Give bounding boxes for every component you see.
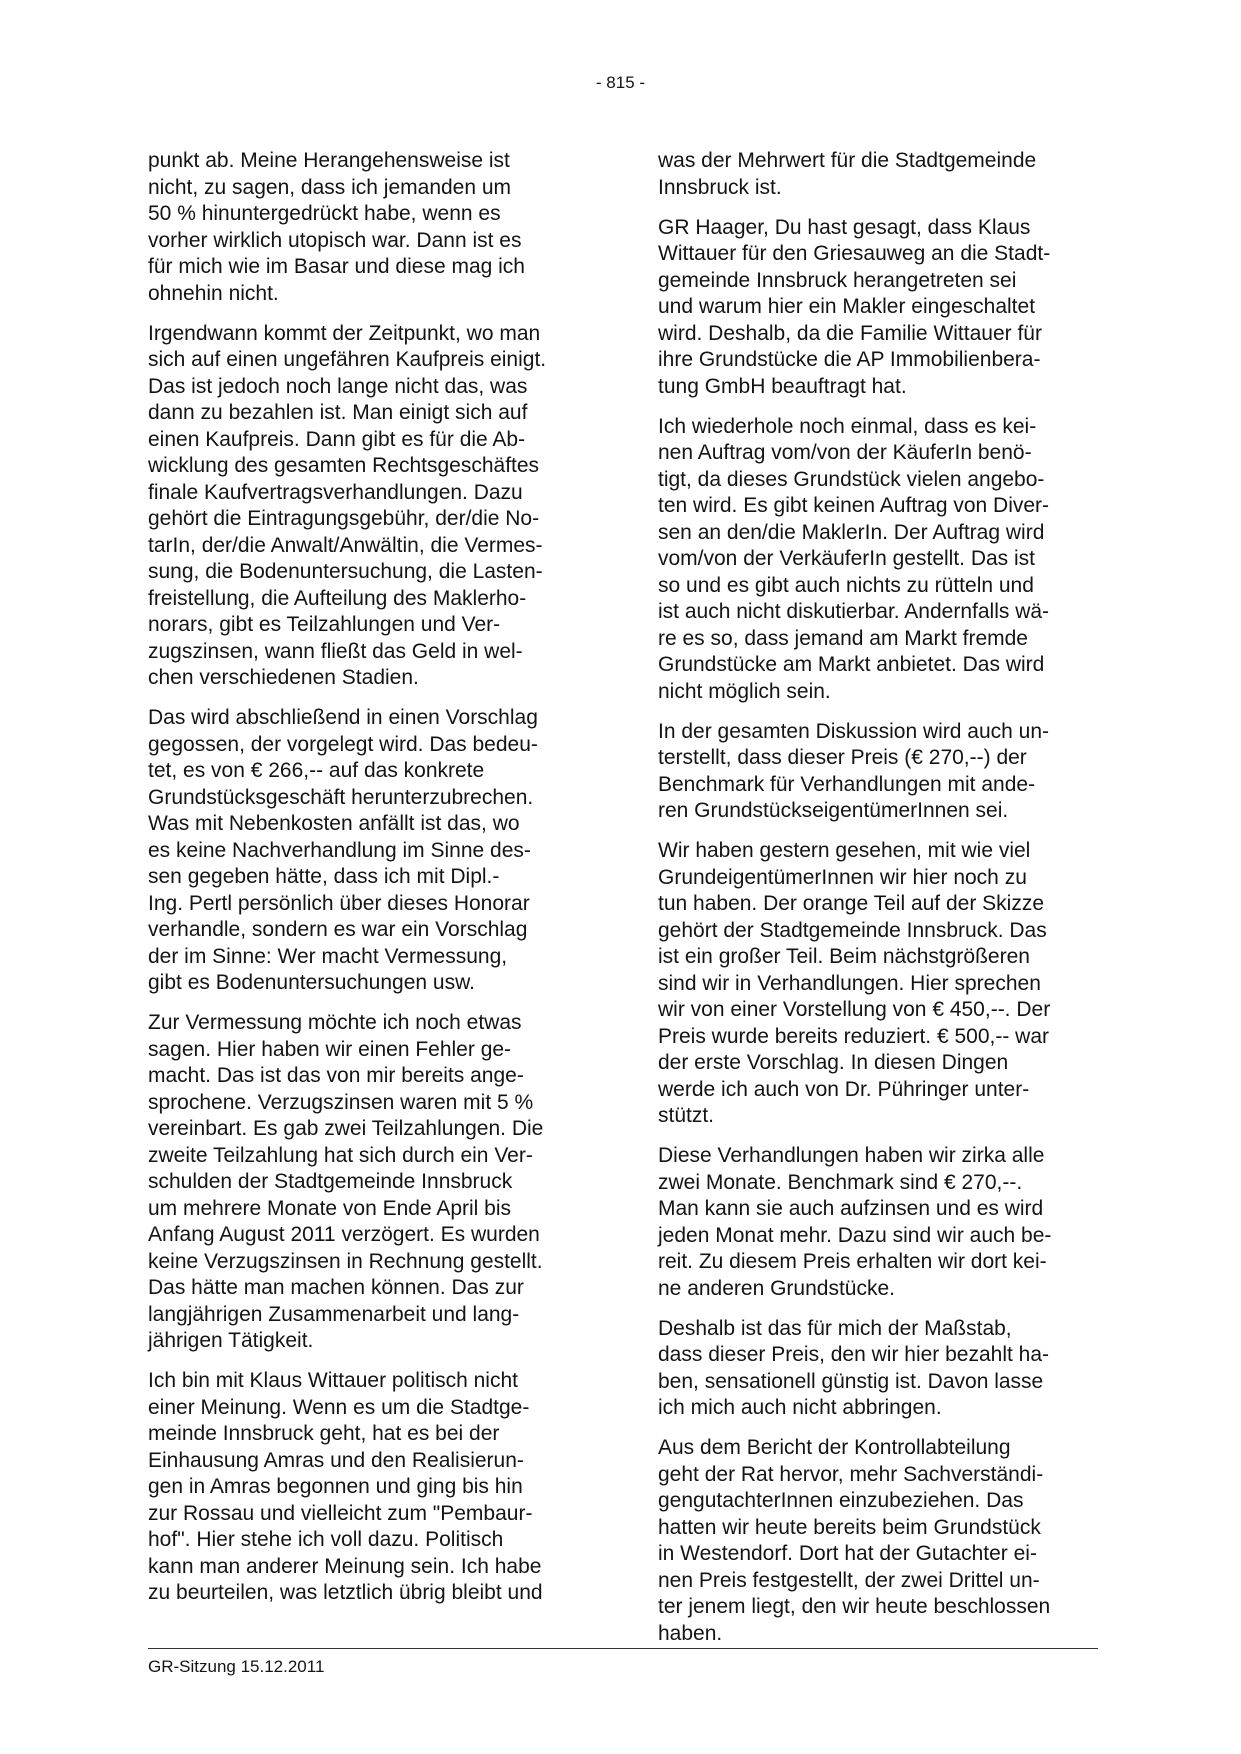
text-line: keine Verzugszinsen in Rechnung gestellt. [148,1249,543,1273]
page-number: - 815 - [595,73,646,92]
text-line: gengutachterInnen einzubeziehen. Das [658,1489,1024,1512]
text-line: Das ist jedoch noch lange nicht das, was [148,374,528,398]
text-line: ich mich auch nicht abbringen. [658,1396,942,1419]
text-line: Ich wiederhole noch einmal, dass es kei- [658,414,1037,438]
paragraph [658,148,1108,201]
text-line: ist auch nicht diskutierbar. Andernfalls wä- [658,600,1050,623]
text-line: ren GrundstückseigentümerInnen sei. [658,799,1009,822]
paragraph [658,414,1108,706]
text-line: gibt es Bodenuntersuchungen usw. [148,971,475,994]
text-line: re es so, dass jemand am Markt fremde [658,626,1028,650]
text-line: schulden der Stadtgemeinde Innsbruck [148,1170,513,1193]
text-line: GrundeigentümerInnen wir hier noch zu [658,865,1027,889]
text-line: der erste Vorschlag. In diesen Dingen [658,1051,1009,1074]
text-line: gemeinde Innsbruck herangetreten sei [658,268,1017,292]
text-line: ihre Grundstücke die AP Immobilienbera- [658,348,1041,371]
text-line: und warum hier ein Makler eingeschaltet [658,295,1036,318]
text-line: Grundstücke am Markt anbietet. Das wird [658,653,1045,676]
text-line: tet, es von € 266,-- auf das konkrete [148,759,485,782]
text-line: einen Kaufpreis. Dann gibt es für die Ab- [148,427,526,451]
text-line: der im Sinne: Wer macht Vermessung, [148,944,508,968]
text-line: Man kann sie auch aufzinsen und es wird [658,1197,1044,1220]
text-line: sprochene. Verzugszinsen waren mit 5 % [148,1090,534,1114]
text-line: sen an den/die MaklerIn. Der Auftrag wird [658,520,1045,544]
text-line: in Westendorf. Dort hat der Gutachter ei- [658,1542,1037,1565]
text-line: Ich bin mit Klaus Wittauer politisch nicht [148,1369,518,1392]
text-line: so und es gibt auch nichts zu rütteln und [658,573,1034,597]
text-line: Das wird abschließend in einen Vorschlag [148,706,538,729]
text-line: sagen. Hier haben wir einen Fehler ge- [148,1037,512,1061]
text-line: nicht, zu sagen, dass ich jemanden um [148,175,512,199]
text-line: jährigen Tätigkeit. [148,1329,314,1352]
text-line: ter jenem liegt, den wir heute beschlossen [658,1595,1051,1618]
text-line: es keine Nachverhandlung im Sinne des- [148,838,531,862]
text-line: nen Auftrag vom/von der KäuferIn benö- [658,441,1032,464]
paragraph [658,719,1108,825]
text-line: Innsbruck ist. [658,175,782,199]
paragraph [148,1368,598,1607]
text-line: meinde Innsbruck geht, hat es bei der [148,1422,500,1445]
paragraph [658,1316,1108,1422]
text-line: terstellt, dass dieser Preis (€ 270,--) der [658,746,1027,769]
text-line: macht. Das ist das von mir bereits ange- [148,1064,524,1087]
text-line: sung, die Bodenuntersuchung, die Lasten- [148,560,543,583]
text-line: Das hätte man machen können. Das zur [148,1276,524,1299]
text-line: GR Haager, Du hast gesagt, dass Klaus [658,215,1031,239]
text-line: einer Meinung. Wenn es um die Stadtge- [148,1395,530,1419]
paragraph [148,321,598,692]
text-line: tigt, da dieses Grundstück vielen angebo- [658,467,1045,491]
text-line: Ing. Pertl persönlich über dieses Honorar [148,891,530,915]
text-line: freistellung, die Aufteilung des Maklerho- [148,586,527,610]
text-line: stützt. [658,1104,715,1127]
text-line: vorher wirklich utopisch war. Dann ist es [148,228,522,252]
text-line: wir von einer Vorstellung von € 450,--. Der [658,998,1051,1021]
text-line: norars, gibt es Teilzahlungen und Ver- [148,613,501,636]
text-line: werde ich auch von Dr. Pühringer unter- [658,1077,1030,1101]
paragraph [148,148,598,307]
text-line: zweite Teilzahlung hat sich durch ein Ver- [148,1143,533,1167]
text-line: dass dieser Preis, den wir hier bezahlt ha- [658,1343,1050,1366]
text-line: Deshalb ist das für mich der Maßstab, [658,1316,1012,1340]
paragraph [148,705,598,997]
text-line: chen verschiedenen Stadien. [148,666,419,689]
text-line: zwei Monate. Benchmark sind € 270,--. [658,1170,1023,1194]
text-line: Wir haben gestern gesehen, mit wie viel [658,839,1031,862]
text-line: tarIn, der/die Anwalt/Anwältin, die Vermes- [148,533,543,557]
text-line: ne anderen Grundstücke. [658,1276,895,1300]
right-column [658,148,1108,1661]
text-line: nen Preis festgestellt, der zwei Drittel un- [658,1568,1040,1592]
paragraph [658,1143,1108,1302]
paragraph [658,838,1108,1130]
text-line: Anfang August 2011 verzögert. Es wurden [148,1223,540,1246]
text-line: dann zu bezahlen ist. Man einigt sich auf [148,401,528,424]
text-line: haben. [658,1621,723,1645]
text-line: tun haben. Der orange Teil auf der Skizze [658,892,1045,915]
text-line: verhandle, sondern es war ein Vorschlag [148,918,528,941]
text-line: zugszinsen, wann fließt das Geld in wel- [148,639,523,663]
text-line: Preis wurde bereits reduziert. € 500,-- war [658,1024,1049,1048]
text-line: um mehrere Monate von Ende April bis [148,1196,512,1220]
text-line: vereinbart. Es gab zwei Teilzahlungen. Die [148,1117,544,1140]
text-line: ten wird. Es gibt keinen Auftrag von Diver- [658,494,1050,517]
text-line: ist ein großer Teil. Beim nächstgrößeren [658,945,1030,968]
text-line: Einhausung Amras und den Realisierun- [148,1448,524,1472]
text-line: wird. Deshalb, da die Familie Wittauer für [658,321,1042,345]
text-line: Diese Verhandlungen haben wir zirka alle [658,1144,1045,1167]
text-line: jeden Monat mehr. Dazu sind wir auch be- [658,1223,1052,1247]
text-line: ohnehin nicht. [148,281,279,305]
text-line: Aus dem Bericht der Kontrollabteilung [658,1436,1011,1459]
paragraph [658,1435,1108,1647]
text-line: tung GmbH beauftragt hat. [658,374,907,398]
text-line: gehört der Stadtgemeinde Innsbruck. Das [658,918,1047,942]
text-line: geht der Rat hervor, mehr Sachverständi- [658,1462,1044,1486]
text-line: zu beurteilen, was letztlich übrig bleibt und [148,1581,543,1604]
text-line: Grundstücksgeschäft herunterzubrechen. [148,785,534,809]
text-line: nicht möglich sein. [658,679,831,703]
text-line: für mich wie im Basar und diese mag ich [148,255,525,278]
footer-session-date: GR-Sitzung 15.12.2011 [148,1657,325,1676]
text-line: In der gesamten Diskussion wird auch un- [658,719,1050,743]
text-line: reit. Zu diesem Preis erhalten wir dort kei- [658,1250,1047,1273]
text-line: hof". Hier stehe ich voll dazu. Politisch [148,1528,504,1551]
text-line: vom/von der VerkäuferIn gestellt. Das ist [658,547,1036,570]
text-line: sich auf einen ungefähren Kaufpreis einigt. [148,348,547,371]
text-line: wicklung des gesamten Rechtsgeschäftes [148,454,540,477]
text-line: punkt ab. Meine Herangehensweise ist [148,149,510,172]
text-line: Wittauer für den Griesauweg an die Stadt- [658,242,1051,265]
text-line: sen gegeben hätte, dass ich mit Dipl.- [148,865,500,888]
text-line: finale Kaufvertragsverhandlungen. Dazu [148,480,523,504]
text-line: 50 % hinuntergedrückt habe, wenn es [148,202,501,225]
text-line: sind wir in Verhandlungen. Hier sprechen [658,971,1041,995]
text-line: gegossen, der vorgelegt wird. Das bedeu- [148,732,538,756]
text-line: Was mit Nebenkosten anfällt ist das, wo [148,812,520,835]
footer-divider [148,1648,1098,1649]
text-line: ben, sensationell günstig ist. Davon lasse [658,1369,1044,1393]
left-column [148,148,598,1620]
text-line: langjährigen Zusammenarbeit und lang- [148,1302,520,1326]
text-line: kann man anderer Meinung sein. Ich habe [148,1554,542,1578]
text-line: gehört die Eintragungsgebühr, der/die No- [148,507,540,530]
text-line: zur Rossau und vielleicht zum "Pembaur- [148,1501,533,1525]
paragraph [658,215,1108,401]
text-line: Zur Vermessung möchte ich noch etwas [148,1011,522,1034]
text-line: hatten wir heute bereits beim Grundstück [658,1515,1041,1539]
text-line: was der Mehrwert für die Stadtgemeinde [658,149,1037,172]
text-line: Irgendwann kommt der Zeitpunkt, wo man [148,321,541,345]
paragraph [148,1010,598,1355]
text-line: Benchmark für Verhandlungen mit ande- [658,772,1036,796]
text-line: gen in Amras begonnen und ging bis hin [148,1475,523,1498]
